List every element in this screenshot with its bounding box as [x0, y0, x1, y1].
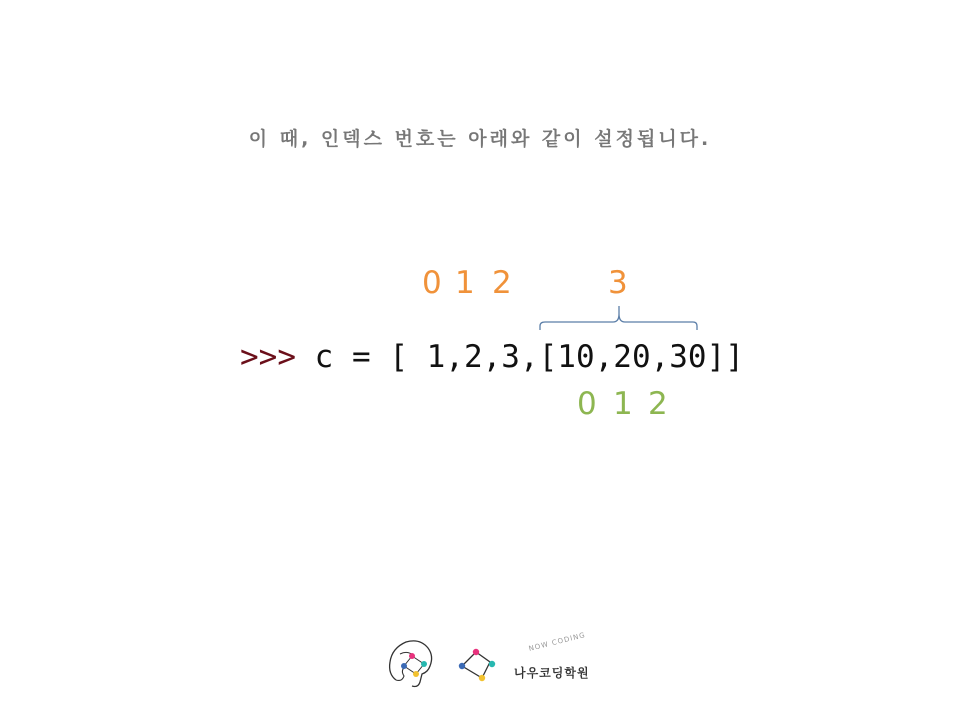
- outer-index-0: 0: [422, 265, 442, 301]
- inner-index-0: 0: [577, 386, 597, 422]
- footer-brand: [386, 631, 606, 692]
- nested-list-brace-icon: [537, 302, 701, 332]
- outer-index-2: 2: [492, 265, 512, 301]
- network-logo-icon: [458, 646, 502, 690]
- inner-index-1: 1: [613, 386, 633, 422]
- slide-subtitle: 이 때, 인덱스 번호는 아래와 같이 설정됩니다.: [248, 128, 712, 150]
- python-prompt: >>>: [240, 339, 296, 375]
- outer-index-1: 1: [455, 265, 475, 301]
- outer-index-3: 3: [608, 265, 628, 301]
- brand-tagline: NOW CODING: [527, 631, 587, 653]
- brain-logo-icon: [386, 636, 438, 690]
- code-line: [240, 339, 744, 376]
- code-statement: c = [ 1,2,3,[10,20,30]]: [296, 339, 744, 375]
- brand-name: 나우코딩학원: [514, 666, 590, 680]
- inner-index-2: 2: [648, 386, 668, 422]
